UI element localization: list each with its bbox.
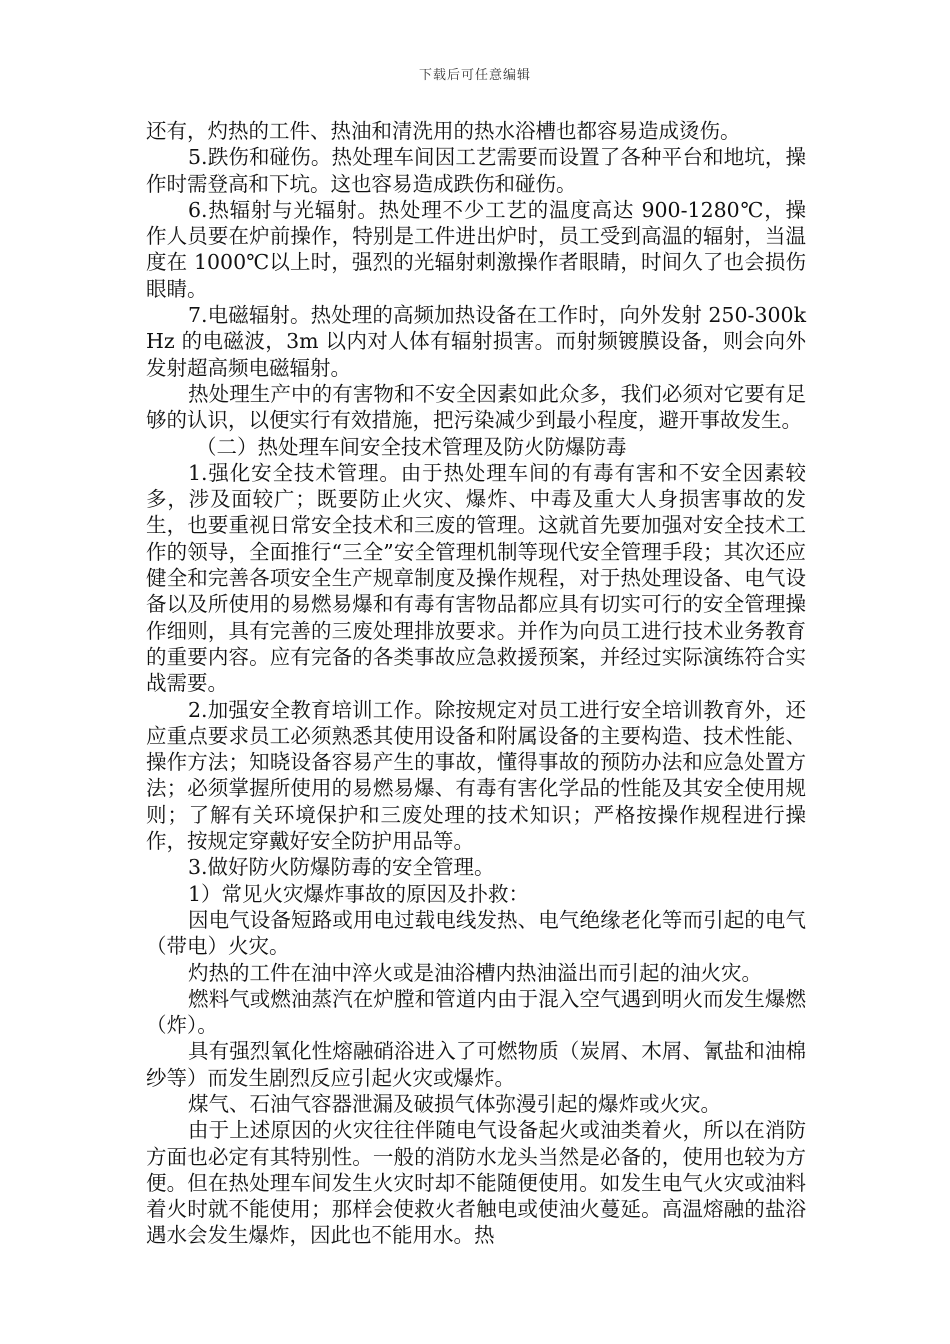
- document-body: [146, 118, 806, 1249]
- paragraph-training: 2.加强安全教育培训工作。除按规定对员工进行安全培训教育外，还应重点要求员工必须熟悉其使用设备和附属设备的主要构造、技术性能、操作方法；知晓设备容易产生的事故，懂得事故的预防办法和应急处置方法；必须掌握所使用的易燃易爆、有毒有害化学品的性能及其安全使用规则；了解有关环境保护和三废处理的技术知识；严格按操作规程进行操作，按规定穿戴好安全防护用品等。: [146, 697, 806, 854]
- paragraph-safety-management: 1.强化安全技术管理。由于热处理车间的有毒有害和不安全因素较多，涉及面较广；既要防止火灾、爆炸、中毒及重大人身损害事故的发生，也要重视日常安全技术和三废的管理。这就首先要加强对安全技术工作的领导，全面推行“三全”安全管理机制等现代安全管理手段；其次还应健全和完善各项安全生产规章制度及操作规程，对于热处理设备、电气设备以及所使用的易燃易爆和有毒有害物品都应具有切实可行的安全管理操作细则，具有完善的三废处理排放要求。并作为向员工进行技术业务教育的重要内容。应有完备的各类事故应急救援预案，并经过实际演练符合实战需要。: [146, 460, 806, 696]
- paragraph-firefighting: 由于上述原因的火灾往往伴随电气设备起火或油类着火，所以在消防方面也必定有其特别性。一般的消防水龙头当然是必备的，使用也较为方便。但在热处理车间发生火灾时却不能随便使用。如发生电气火灾或油料着火时就不能使用；那样会使救火者触电或使油火蔓延。高温熔融的盐浴遇水会发生爆炸，因此也不能用水。热: [146, 1118, 806, 1248]
- paragraph-falls: 5.跌伤和碰伤。热处理车间因工艺需要而设置了各种平台和地坑，操作时需登高和下坑。这也容易造成跌伤和碰伤。: [146, 145, 806, 196]
- paragraph-oil-fire: 灼热的工件在油中淬火或是油浴槽内热油溢出而引起的油火灾。: [188, 960, 762, 985]
- paragraph-nitrate-bath: 具有强烈氧化性熔融硝浴进入了可燃物质（炭屑、木屑、氰盐和油棉纱等）而发生剧烈反应引起火灾或爆炸。: [146, 1039, 806, 1090]
- page-header: 下载后可任意编辑: [418, 68, 531, 83]
- section-heading: （二）热处理车间安全技术管理及防火防爆防毒: [196, 434, 627, 459]
- paragraph-fire-prevention: 3.做好防火防爆防毒的安全管理。: [188, 855, 495, 880]
- paragraph-electrical-fire: 因电气设备短路或用电过载电线发热、电气绝缘老化等而引起的电气（带电）火灾。: [146, 907, 806, 959]
- paragraph-gas-explosion: 燃料气或燃油蒸汽在炉膛和管道内由于混入空气遇到明火而发生爆燃（炸）。: [146, 986, 806, 1038]
- paragraph-summary: 热处理生产中的有害物和不安全因素如此众多，我们必须对它要有足够的认识，以便实行有效措施，把污染减少到最小程度，避开事故发生。: [146, 381, 806, 433]
- paragraph-fire-causes: 1）常见火灾爆炸事故的原因及扑救：: [188, 881, 530, 906]
- paragraph-gas-leak: 煤气、石油气容器泄漏及破损气体弥漫引起的爆炸或火灾。: [188, 1091, 721, 1116]
- paragraph-electromagnetic: 7.电磁辐射。热处理的高频加热设备在工作时，向外发射 250-300kHz 的电磁波，3m 以内对人体有辐射损害。而射频镀膜设备，则会向外发射超高频电磁辐射。: [146, 303, 806, 380]
- paragraph-burns: 还有，灼热的工件、热油和清洗用的热水浴槽也都容易造成烫伤。: [146, 119, 741, 143]
- paragraph-heat-radiation: 6.热辐射与光辐射。热处理不少工艺的温度高达 900-1280℃，操作人员要在炉前操作，特别是工件进出炉时，员工受到高温的辐射，当温度在 1000℃以上时，强烈的光辐射刺激操作者眼睛，时间久了也会损伤眼睛。: [146, 197, 806, 301]
